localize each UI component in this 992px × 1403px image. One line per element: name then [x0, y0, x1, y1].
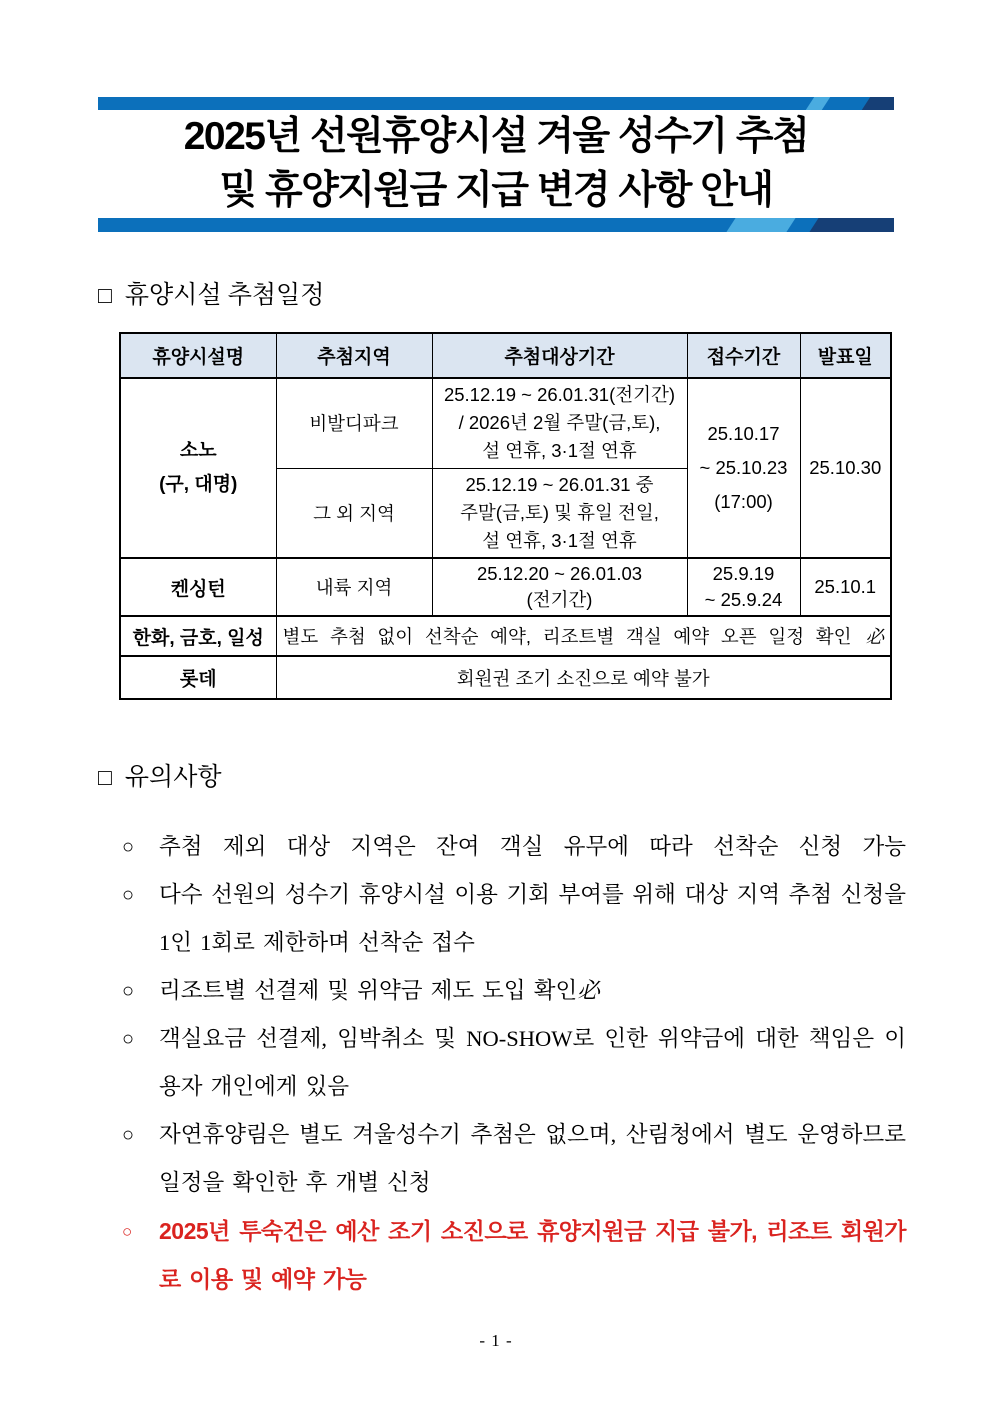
cell-apply-kensington	[687, 558, 800, 616]
required-mark: 必	[577, 978, 600, 1003]
banner-bottom-bar	[98, 218, 894, 232]
note-text	[159, 823, 906, 871]
note-text-content: 다수 선원의 성수기 휴양시설 이용 기회 부여를 위해 대상 지역 추첨 신청을 1인 1회로 제한하며 선착순 접수	[159, 882, 906, 955]
section-schedule	[98, 275, 894, 700]
section-schedule-heading-text: 휴양시설 추첨일정	[124, 282, 325, 309]
page-number: - 1 -	[479, 1331, 513, 1350]
note-text-red	[159, 1207, 906, 1303]
period-line: 주말(금,토) 및 휴일 전일,	[460, 501, 659, 523]
note-text	[159, 967, 906, 1015]
circle-bullet-icon: ○	[122, 884, 135, 906]
section-schedule-heading	[98, 275, 894, 311]
page-title	[98, 110, 894, 218]
table-row-sono-vivaldi	[120, 378, 891, 468]
cell-region-vivaldi: 비발디파크	[276, 378, 432, 468]
cell-period-vivaldi	[432, 378, 687, 468]
required-mark: 必	[858, 628, 884, 648]
period-line: 설 연휴, 3·1절 연휴	[482, 529, 637, 551]
cell-period-kensington	[432, 558, 687, 616]
section-notes-heading-text: 유의사항	[124, 764, 222, 791]
note-text-content: 객실요금 선결제, 임박취소 및 NO-SHOW로 인한 위약금에 대한 책임은 이용자 개인에게 있음	[159, 1026, 906, 1099]
circle-bullet-icon: ○	[122, 836, 135, 858]
banner-top-bar	[98, 97, 894, 110]
cell-facility-hanwha: 한화, 금호, 일성	[120, 616, 276, 656]
square-bullet-icon: □	[98, 283, 112, 308]
note-text-content: 자연휴양림은 별도 겨울성수기 추첨은 없으며, 산림청에서 별도 운영하므로 일정을 확인한 후 개별 신청	[159, 1122, 906, 1195]
apply-line: 25.9.19	[712, 563, 775, 584]
notes-list	[98, 823, 906, 1303]
page-title-line-1: 2025년 선원휴양시설 겨울 성수기 추첨	[183, 115, 809, 158]
col-header-announce: 발표일	[800, 333, 891, 378]
section-notes	[98, 757, 906, 1303]
hanwha-note-text: 별도 추첨 없이 선착순 예약, 리조트별 객실 예약 오픈 일정 확인	[282, 626, 852, 647]
banner-light-segment	[725, 218, 798, 232]
col-header-region: 추첨지역	[276, 333, 432, 378]
period-line: 25.12.20 ~ 26.01.03	[476, 563, 643, 584]
circle-bullet-icon: ○	[122, 1222, 132, 1241]
table-row-kensington	[120, 558, 891, 616]
col-header-facility: 휴양시설명	[120, 333, 276, 378]
circle-bullet-icon: ○	[122, 980, 135, 1002]
cell-facility-kensington: 켄싱턴	[120, 558, 276, 616]
facility-name-line: (구, 대명)	[159, 474, 238, 495]
note-text	[159, 871, 906, 967]
note-item-5	[122, 1111, 906, 1207]
cell-period-etc	[432, 468, 687, 558]
title-banner	[98, 97, 894, 232]
note-item-2	[122, 871, 906, 967]
apply-line: 25.10.17	[707, 423, 780, 444]
col-header-period: 추첨대상기간	[432, 333, 687, 378]
banner-navy-segment	[808, 218, 894, 232]
page-title-line-2: 및 휴양지원금 지급 변경 사항 안내	[219, 169, 773, 212]
apply-line: (17:00)	[714, 491, 773, 512]
note-item-1	[122, 823, 906, 871]
note-text-content: 2025년 투숙건은 예산 조기 소진으로 휴양지원금 지급 불가, 리조트 회원가로 이용 및 예약 가능	[159, 1218, 906, 1292]
section-notes-heading	[98, 757, 894, 793]
banner-light-segment	[804, 97, 832, 110]
table-row-lotte	[120, 656, 891, 699]
period-line: 25.12.19 ~ 26.01.31(전기간)	[443, 384, 676, 406]
note-text	[159, 1015, 906, 1111]
cell-region-kensington: 내륙 지역	[276, 558, 432, 616]
note-item-4	[122, 1015, 906, 1111]
note-item-6-emphasis	[122, 1207, 906, 1303]
table-header-row	[120, 333, 891, 378]
cell-announce-kensington: 25.10.1	[800, 558, 891, 616]
cell-apply-sono	[687, 378, 800, 558]
cell-note-lotte: 회원권 조기 소진으로 예약 불가	[276, 656, 891, 699]
schedule-table	[119, 332, 892, 700]
period-line: (전기간)	[526, 589, 593, 610]
circle-bullet-icon: ○	[122, 1124, 135, 1146]
banner-navy-segment	[860, 97, 894, 110]
cell-facility-sono	[120, 378, 276, 558]
cell-note-hanwha	[276, 616, 891, 656]
facility-name-line: 소노	[179, 440, 217, 461]
period-line: / 2026년 2월 주말(금,토),	[458, 412, 661, 434]
note-text-content: 리조트별 선결제 및 위약금 제도 도입 확인	[159, 978, 578, 1003]
square-bullet-icon: □	[98, 765, 112, 790]
note-item-3	[122, 967, 894, 1015]
apply-line: ~ 25.9.24	[704, 589, 783, 610]
apply-line: ~ 25.10.23	[699, 457, 788, 478]
table-row-hanwha	[120, 616, 891, 656]
note-text	[159, 1111, 906, 1207]
cell-facility-lotte: 롯데	[120, 656, 276, 699]
period-line: 25.12.19 ~ 26.01.31 중	[465, 473, 654, 495]
col-header-apply: 접수기간	[687, 333, 800, 378]
cell-region-etc: 그 외 지역	[276, 468, 432, 558]
cell-announce-sono: 25.10.30	[800, 378, 891, 558]
circle-bullet-icon: ○	[122, 1028, 135, 1050]
period-line: 설 연휴, 3·1절 연휴	[482, 440, 637, 462]
note-text-content: 추첨 제외 대상 지역은 잔여 객실 유무에 따라 선착순 신청 가능	[159, 834, 906, 859]
